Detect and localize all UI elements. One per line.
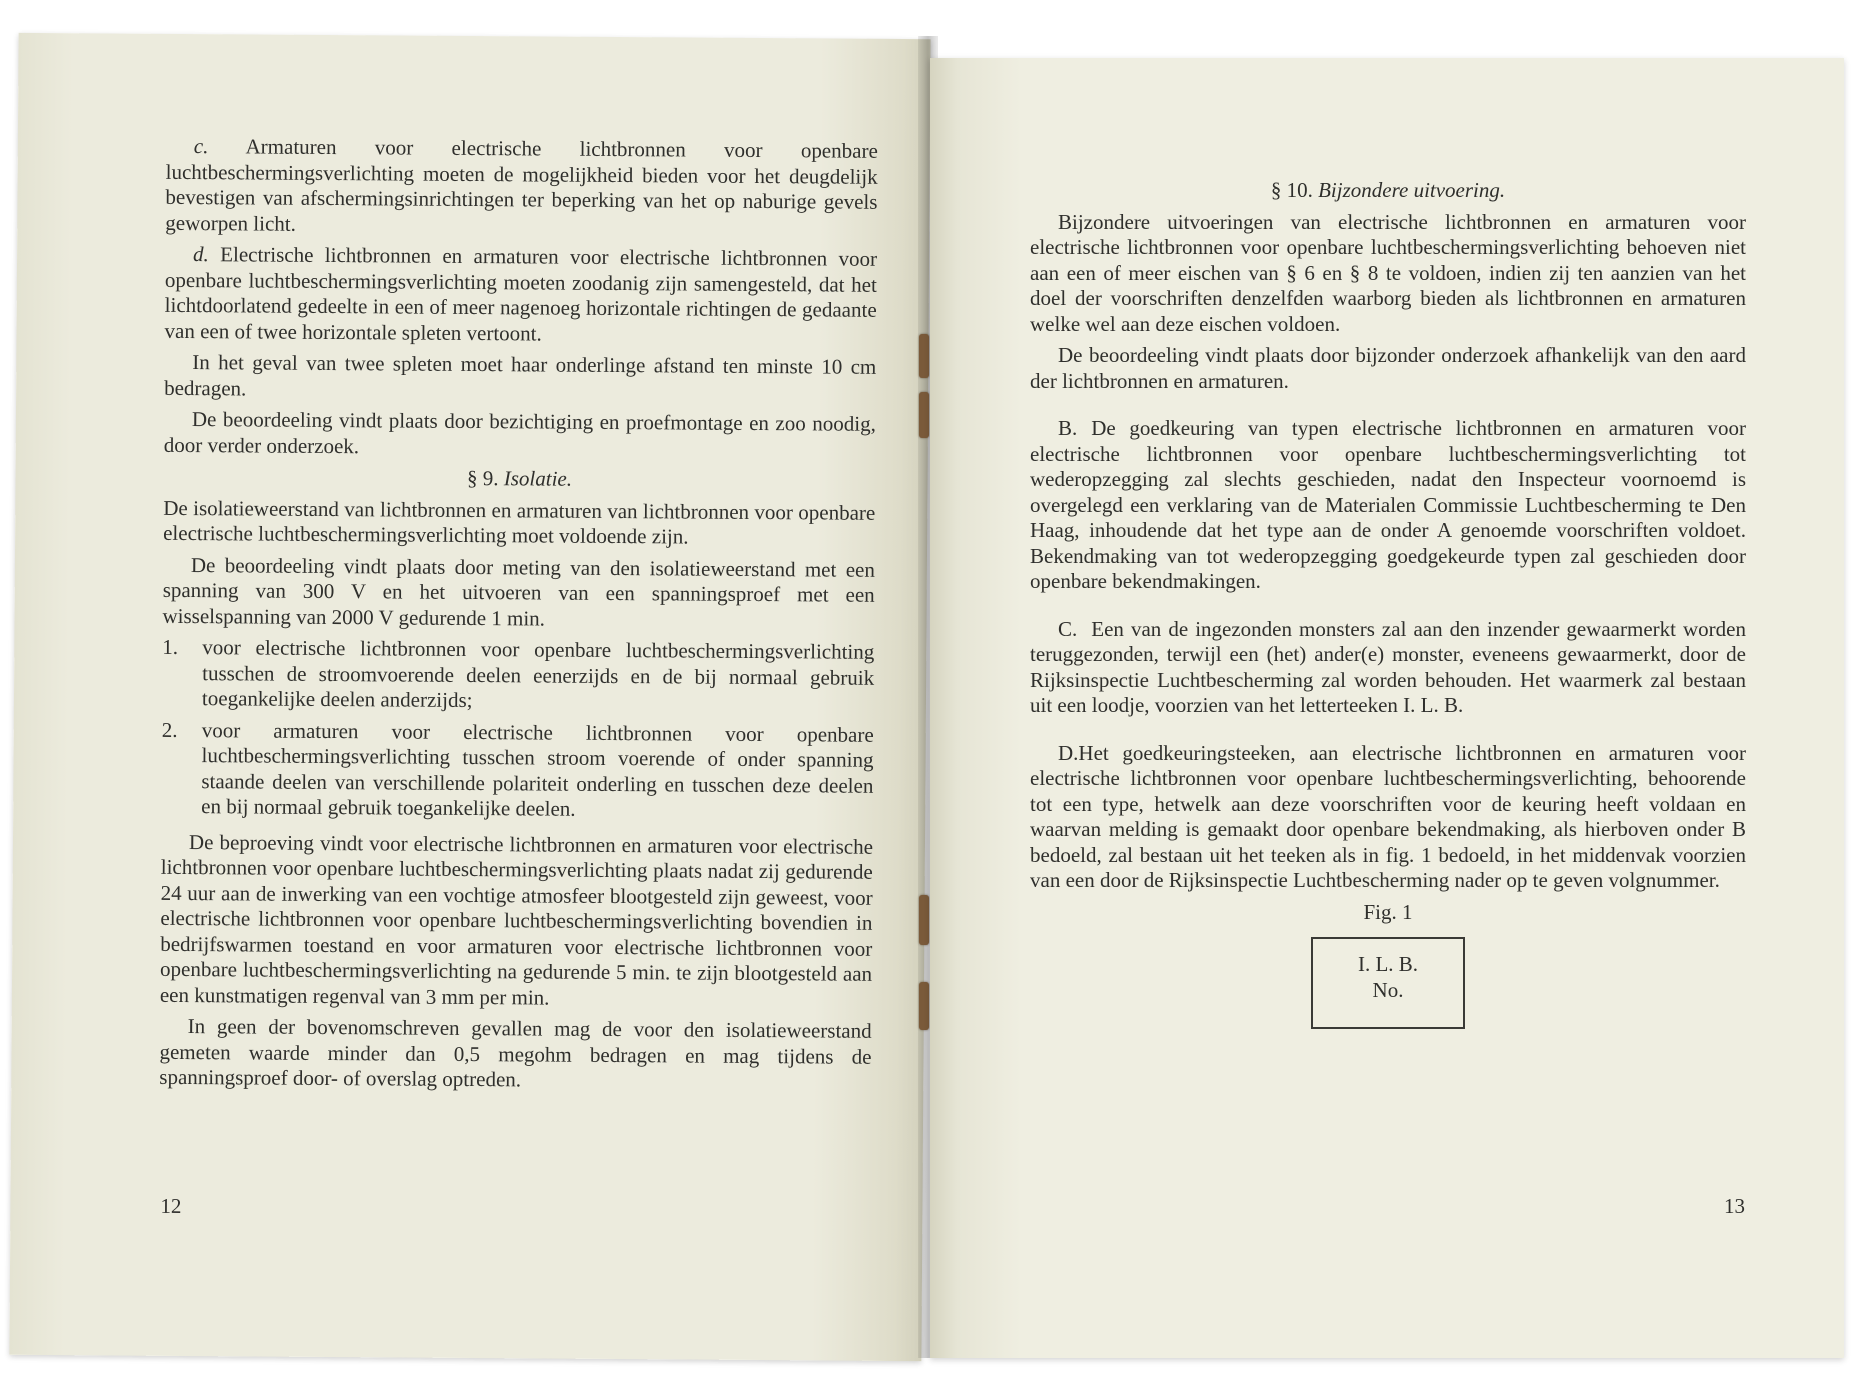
block-b (1030, 416, 1746, 595)
block-b-text: De goedkeuring van typen electrische lichtbronnen en armaturen voor electrische lichtbronnen voor openbare luchtbeschermingsverlichting tot wederopzegging zal slechts geschieden, nadat den Inspecteur voornoemd is overgelegd een verklaring van de Materialen Commissie Luchtbescherming te Den Haag, inhoudende dat het type aan de onder A genoemde voorschriften voldoet. Bekendmaking van tot wederopzegging goedgekeurde typen zal geschieden door openbare bekendmakingen. (1030, 416, 1746, 593)
block-c (1030, 617, 1746, 719)
paragraph-c (165, 134, 878, 241)
section-10-title: Bijzondere uitvoering. (1318, 178, 1506, 202)
list-item-text: voor electrische lichtbronnen voor openbare luchtbeschermingsverlichting tusschen de stroomvoerende deelen eenerzijds en de bij normaal gebruik toegankelijke deelen anderzijds; (201, 635, 875, 713)
block-d-label: D. (1058, 740, 1079, 765)
paragraph-beoordeeling: De beoordeeling vindt plaats door bezichtiging en proefmontage en zoo noodig, door verder onderzoek. (163, 407, 877, 458)
section-10-heading (1030, 178, 1746, 204)
list-item-text: voor armaturen voor electrische lichtbronnen voor openbare luchtbeschermingsverlichting tusschen stroom voerende of onder spanning staande deelen van verschillende polariteit onderling en tusschen deze deelen en bij normaal gebruik toegankelijke deelen. (201, 717, 874, 821)
left-page-number: 12 (160, 1193, 182, 1218)
right-page-number: 13 (1724, 1194, 1745, 1218)
left-page (9, 33, 930, 1361)
paragraph-beproeving: De beproeving vindt voor electrische lichtbronnen en armaturen voor electrische lichtbronnen voor openbare luchtbeschermingsverlichting plaats nadat zij gedurende 24 uur aan de inwerking van een vochtige atmosfeer blootgesteld zijn geweest, voor electrische lichtbronnen voor openbare luchtbeschermingsverlichting bovendien in bedrijfswarmen toestand en voor armaturen voor electrische lichtbronnen voor openbare luchtbeschermingsverlichting na gedurende 5 min. te zijn blootgesteld aan een kunstmatigen regenval van 3 mm per min. (159, 829, 874, 1010)
section-9-title: Isolatie. (503, 466, 573, 491)
paragraph-megohm: In geen der bovenomschreven gevallen mag de voor den isolatieweerstand gemeten waarde minder dan 0,5 megohm bedragen en mag tijdens de spanningsproef door- of overslag optreden. (159, 1014, 872, 1092)
staple-top-icon (919, 392, 929, 438)
section-10-number: § 10. (1270, 178, 1313, 202)
figure-caption: Fig. 1 (1363, 899, 1413, 924)
list-item-number: 1. (162, 634, 179, 659)
list-item (161, 717, 874, 824)
block-d-text: Het goedkeuringsteeken, aan electrische lichtbronnen en armaturen voor electrische lichtbronnen voor openbare luchtbeschermingsverlichting, behoorende tot een type, hetwelk aan deze voorschriften voor de keuring heeft voldaan en waarvan melding is gemaakt door openbare bekendmaking, als hierboven onder B bedoeld, zal bestaan uit het teeken als in fig. 1 bedoeld, in het middenvak voorzien van een door de Rijksinspectie Luchtbescherming nader op te geven volgnummer. (1030, 740, 1746, 892)
block-d (1030, 741, 1746, 894)
block-c-label: C. (1058, 616, 1078, 641)
list-item (162, 635, 875, 716)
list-item-number: 2. (161, 717, 178, 742)
section-9-number: § 9. (466, 465, 499, 491)
paragraph-d (164, 242, 877, 349)
paragraph-c-label: c. (193, 134, 209, 159)
left-page-text (159, 134, 878, 1101)
block-c-text: Een van de ingezonden monsters zal aan den inzender gewaarmerkt worden teruggezonden, terwijl een (het) ander(e) monster, eveneens gewaarmerkt, door de Rijksinspectie Luchtbescherming zal worden behouden. Het waarmerk zal bestaan uit een loodje, voorzien van het letterteeken I. L. B. (1030, 616, 1746, 717)
isolation-list (161, 635, 874, 824)
paragraph-bijzondere-2: De beoordeeling vindt plaats door bijzonder onderzoek afhankelijk van den aard der lichtbronnen en armaturen. (1030, 343, 1746, 393)
right-page (930, 58, 1844, 1358)
figure-line-1: I. L. B. (1357, 952, 1419, 976)
paragraph-isolatie-2: De beoordeeling vindt plaats door meting van den isolatieweerstand met een spanning van 300 V en het uitvoeren van een spanningsproef met een wisselspanning van 2000 V gedurende 1 min. (162, 552, 875, 631)
paragraph-spleten: In het geval van twee spleten moet haar onderlinge afstand ten minste 10 cm bedragen. (164, 350, 877, 400)
paragraph-bijzondere-1: Bijzondere uitvoeringen van electrische lichtbronnen en armaturen voor electrische lichtbronnen voor openbare luchtbeschermingsverlichting behoeven niet aan een of meer eischen van § 6 en § 8 te voldoen, indien zij ten aanzien van het doel der voorschriften denzelfden waarborg bieden als lichtbronnen en armaturen welke wel aan deze eischen voldoen. (1030, 209, 1746, 336)
paragraph-c-text: Armaturen voor electrische lichtbronnen voor openbare luchtbeschermingsverlichting moeten de mogelijkheid bieden voor het deugdelijk bevestigen van afschermingsinrichtingen ter beperking van het op naburige gevels geworpen licht. (165, 134, 878, 236)
staple-bottom-icon (919, 982, 929, 1030)
paragraph-isolatie-1: De isolatieweerstand van lichtbronnen en armaturen van lichtbronnen voor openbare electrische luchtbeschermingsverlichting moet voldoende zijn. (163, 495, 876, 549)
block-b-label: B. (1058, 416, 1078, 440)
section-9-heading (163, 464, 875, 494)
staple-top-icon (919, 334, 929, 378)
figure-line-2: No. (1372, 978, 1404, 1002)
staple-bottom-icon (919, 895, 929, 945)
paragraph-d-label: d. (193, 242, 209, 267)
ilb-mark-figure (1311, 937, 1465, 1029)
paragraph-d-text: Electrische lichtbronnen en armaturen voor electrische lichtbronnen voor openbare luchtbeschermingsverlichting moeten zoodanig zijn samengesteld, dat het lichtdoorlatend gedeelte in een of meer nagenoeg horizontale richtingen de gedaante van een of twee horizontale spleten vertoont. (164, 242, 878, 345)
right-page-text (1030, 176, 1746, 1029)
